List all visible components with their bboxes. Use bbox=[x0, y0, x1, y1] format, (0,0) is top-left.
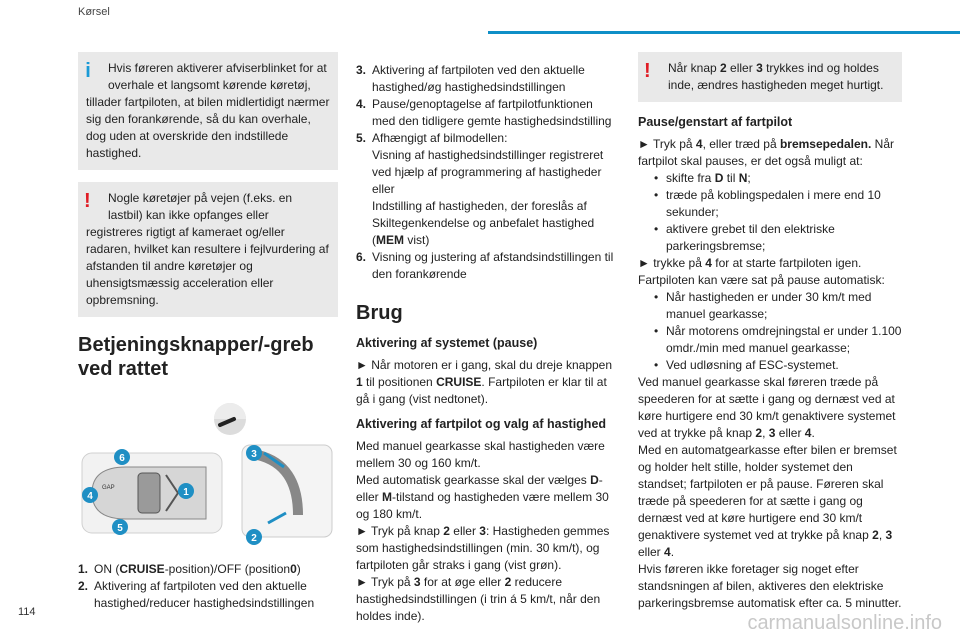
header-accent-bar bbox=[488, 31, 960, 34]
list-item: 2. Aktivering af fartpiloten ved den aktuelle hastighed/reducer hastighedsindstillingen bbox=[78, 579, 315, 610]
svg-text:3: 3 bbox=[251, 449, 257, 460]
warning-icon: ! bbox=[644, 60, 651, 82]
list-item: 1. ON (CRUISE-position)/OFF (position0) bbox=[78, 562, 301, 576]
paragraph: Med automatisk gearkasse skal der vælges D- eller M-tilstand og hastigheden være mellem 30 og 180 km/t. bbox=[356, 473, 609, 521]
bullet-item: • skifte fra D til N; bbox=[638, 170, 902, 187]
watermark: carmanualsonline.info bbox=[747, 612, 942, 634]
info-icon: i bbox=[85, 60, 91, 82]
bullet-item: • Når motorens omdrejningstal er under 1.100 omdr./min med manuel gearkasse; bbox=[638, 323, 902, 357]
svg-text:4: 4 bbox=[87, 491, 93, 502]
page-number: 114 bbox=[18, 606, 36, 618]
callout-4 bbox=[82, 487, 98, 503]
steering-wheel-icon bbox=[214, 403, 246, 435]
callout-1 bbox=[178, 483, 194, 499]
list-item: 6. Visning og justering af afstandsindstillingen til den forankørende bbox=[356, 250, 614, 281]
section-heading: Betjeningsknapper/-greb ved rattet bbox=[78, 334, 314, 380]
stalk-diagram bbox=[82, 453, 222, 533]
column-3 bbox=[638, 52, 902, 612]
list-item: 4. Pause/genoptagelse af fartpilotfunktionen med den tidligere gemte hastighedsindstilling bbox=[356, 97, 612, 128]
list-item: 3. Aktivering af fartpiloten ved den aktuelle hastighed/øg hastighedsindstillingen bbox=[356, 63, 585, 94]
paragraph: ► Tryk på 4, eller træd på bremsepedalen. Når fartpilot skal pauses, er det også muligt at: bbox=[638, 137, 894, 168]
svg-text:1: 1 bbox=[183, 487, 189, 498]
svg-text:GAP: GAP bbox=[102, 485, 115, 491]
warning-note bbox=[78, 182, 338, 317]
paragraph: ► Tryk på knap 2 eller 3: Hastigheden gemmes som hastighedsindstillingen (min. 30 km/t), og fartpiloten går straks i gang (vist grøn). bbox=[356, 524, 610, 572]
bullet-item: • aktivere grebet til den elektriske parkeringsbremse; bbox=[638, 221, 902, 255]
svg-text:5: 5 bbox=[117, 523, 123, 534]
paragraph: Med manuel gearkasse skal hastigheden være mellem 30 og 160 km/t. bbox=[356, 439, 605, 470]
callout-2 bbox=[246, 529, 262, 545]
list-item: 5. Afhængigt af bilmodellen: Visning af hastighedsindstillinger registreret ved hjælp af programmering af hastigheder eller Indstilling af hastigheden, der foreslås af Skiltegenkendelse og anbefalet hastighed (MEM vist) bbox=[356, 131, 604, 247]
paragraph: Hvis føreren ikke foretager sig noget efter standsningen af bilen, aktiveres den elektriske parkeringsbremse automatisk efter ca. 5 minutter. bbox=[638, 562, 902, 610]
bullet-item: • Når hastigheden er under 30 km/t med manuel gearkasse; bbox=[638, 289, 902, 323]
warning-note-first: Nogle køretøjer på vejen (f.eks. en lastbil) kan ikke opfanges eller bbox=[108, 191, 293, 222]
paragraph: ► Tryk på 3 for at øge eller 2 reducere hastighedsindstillingen (i trin á 5 km/t, når den holdes inde). bbox=[356, 575, 601, 623]
paragraph: Ved manuel gearkasse skal føreren træde på speederen for at sætte i gang og dernæst ved at køre hurtigere end 30 km/t genaktivere systemet ved at trykke på knap 2, 3 eller 4. bbox=[638, 375, 896, 440]
steering-controls-illustration bbox=[78, 395, 338, 555]
paragraph: ► trykke på 4 for at starte fartpiloten igen. bbox=[638, 256, 862, 270]
info-note-first: Hvis føreren aktiverer afviserblinket for at overhale et langsomt kørende køretøj, bbox=[108, 61, 327, 92]
callout-5 bbox=[112, 519, 128, 535]
subheading: Pause/genstart af fartpilot bbox=[638, 115, 793, 129]
svg-text:6: 6 bbox=[119, 453, 125, 464]
svg-text:2: 2 bbox=[251, 533, 257, 544]
subheading: Aktivering af fartpilot og valg af hastighed bbox=[356, 417, 607, 431]
warning-note: ! Når knap 2 eller 3 trykkes ind og holdes inde, ændres hastigheden meget hurtigt. bbox=[638, 52, 902, 102]
section-heading-brug: Brug bbox=[356, 302, 403, 324]
column-1 bbox=[78, 52, 338, 612]
subheading: Aktivering af systemet (pause) bbox=[356, 336, 538, 350]
bullet-item: • Ved udløsning af ESC-systemet. bbox=[638, 357, 902, 374]
bullet-item: • træde på koblingspedalen i mere end 10 sekunder; bbox=[638, 187, 902, 221]
column-2 bbox=[356, 62, 618, 625]
info-note-rest: tillader fartpiloten, at bilen midlertidigt nærmer sig den forankørende, så du kan overhale, dog uden at overskride den indstillede hastighed. bbox=[86, 95, 330, 160]
callout-3 bbox=[246, 445, 262, 461]
callout-6 bbox=[114, 449, 130, 465]
paragraph: Fartpiloten kan være sat på pause automatisk: bbox=[638, 273, 885, 287]
running-header: Kørsel bbox=[78, 6, 110, 18]
paragraph: Med en automatgearkasse efter bilen er bremset og holder helt stille, holder systemet den standset; fartpiloten er på pause. Føreren skal træde på speederen for at sætte i gang og dernæst ved at køre hurtigere end 30 km/t genaktivere systemet ved at trykke på knap 2, 3 eller 4. bbox=[638, 443, 897, 559]
warning-icon: ! bbox=[84, 190, 91, 212]
info-note bbox=[78, 52, 338, 170]
paragraph: ► Når motoren er i gang, skal du dreje knappen 1 til positionen CRUISE. Fartpiloten er klar til at gå i gang (vist nedtonet). bbox=[356, 358, 613, 406]
warning-note-rest: registreres rigtigt af kameraet og/eller radaren, hvilket kan resultere i fejlvurdering af afstanden til andre køretøjer og uhensigtsmæssig acceleration eller opbremsning. bbox=[86, 225, 329, 307]
